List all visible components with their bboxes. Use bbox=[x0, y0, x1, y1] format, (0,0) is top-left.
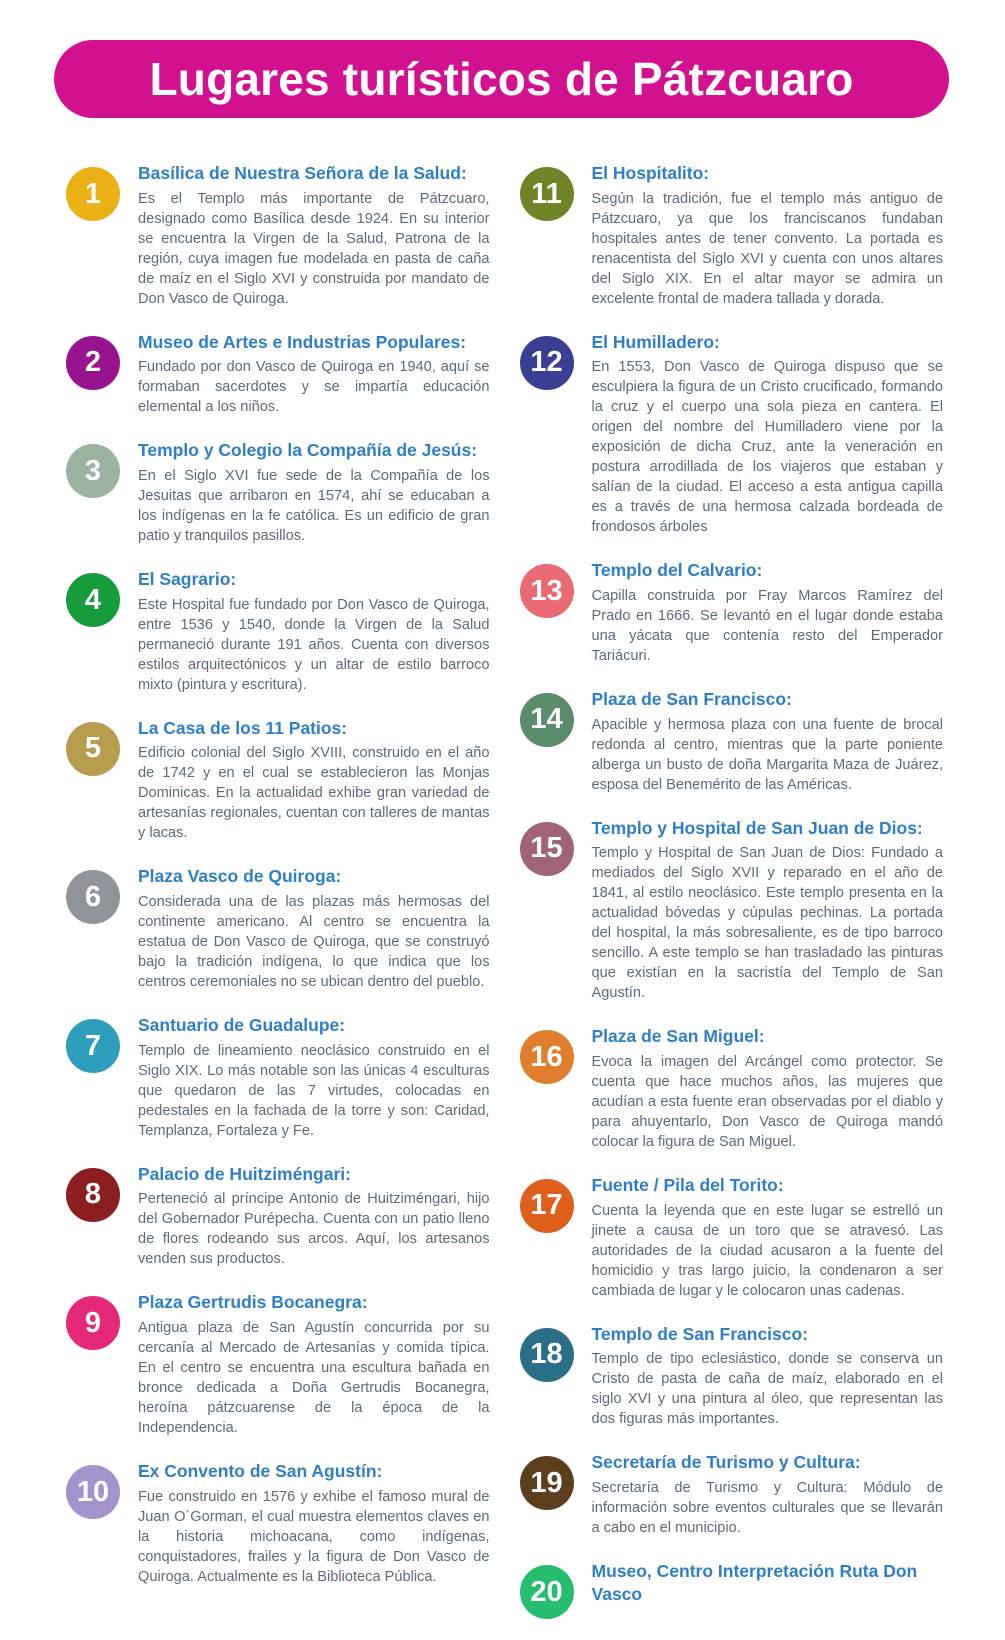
place-number-badge bbox=[66, 1465, 120, 1519]
place-title: Fuente / Pila del Torito: bbox=[591, 1174, 784, 1195]
place-description: Edificio colonial del Siglo XVIII, construido en el año de 1742 y en el cual se establecieron las Monjas Dominicas. En la actualidad exhibe gran variedad de artesanías regionales, cuentan con talleres de mantas y lacas. bbox=[138, 745, 490, 842]
place-description: Apacible y hermosa plaza con una fuente de brocal redonda al centro, mientras que la parte poniente alberga un busto de doña Margarita Maza de Juárez, esposa del Benemérito de las Américas. bbox=[591, 716, 943, 793]
place-number: 13 bbox=[530, 574, 563, 607]
place-title: El Humilladero: bbox=[591, 331, 720, 352]
place-item-3 bbox=[66, 439, 490, 547]
place-item-10 bbox=[66, 1460, 490, 1588]
place-title: Templo y Colegio la Compañía de Jesús: bbox=[138, 440, 478, 461]
place-number-badge bbox=[66, 1168, 120, 1222]
place-title: Plaza de San Francisco: bbox=[591, 688, 792, 709]
place-content bbox=[138, 717, 490, 845]
place-number: 10 bbox=[76, 1475, 110, 1508]
place-content bbox=[592, 688, 944, 796]
place-content bbox=[138, 1014, 490, 1142]
place-description: Templo de lineamiento neoclásico construido en el Siglo XIX. Lo más notable son las únicas 4 esculturas que quedaron de las 7 virtudes, colocadas en pedestales en la fachada de la torre y son: Caridad, Templanza, Fortaleza y Fe. bbox=[138, 1042, 490, 1139]
place-number-badge bbox=[66, 336, 120, 390]
place-description: Fundado por don Vasco de Quiroga en 1940, aquí se formaban sacerdotes y se impartía educación elemental a los niños. bbox=[138, 359, 490, 416]
place-title: Santuario de Guadalupe: bbox=[138, 1015, 346, 1036]
place-item-18 bbox=[520, 1323, 944, 1431]
place-number-badge bbox=[520, 167, 574, 221]
place-content bbox=[138, 162, 490, 310]
place-item-19 bbox=[520, 1451, 944, 1539]
place-title: Palacio de Huitziméngari: bbox=[138, 1163, 351, 1184]
place-description: Este Hospital fue fundado por Don Vasco de Quiroga, entre 1536 y 1540, donde la Virgen de la Salud permaneció durante 191 años. Cuenta con diversos estilos arquitectónicos y un altar de estilo barroco mixto (pintura y escritura). bbox=[138, 596, 490, 693]
place-item-6 bbox=[66, 865, 490, 993]
place-number-badge bbox=[520, 822, 574, 876]
place-item-12 bbox=[520, 331, 944, 539]
place-number: 16 bbox=[530, 1040, 563, 1073]
place-content bbox=[592, 331, 944, 539]
place-item-7 bbox=[66, 1014, 490, 1142]
place-content bbox=[138, 1163, 490, 1271]
place-description: En 1553, Don Vasco de Quiroga dispuso que se esculpiera la figura de un Cristo crucificado, formando la cruz y el cuerpo una sola pieza en cantera. El origen del nombre del Humilladero viene por la exposición de dicha Cruz, ante la veneración en postura arrodillada de los viajeros que estaban y salían de la ciudad. El acceso a esta antigua capilla es a través de una hermosa calzada bordeada de frondosos árboles bbox=[591, 359, 943, 536]
place-number: 14 bbox=[530, 703, 563, 736]
place-item-9 bbox=[66, 1291, 490, 1439]
place-description: Perteneció al príncipe Antonio de Huitziméngari, hijo del Gobernador Purépecha. Cuenta con un patio lleno de flores rodeando sus arcos. Aquí, los artesanos venden sus productos. bbox=[138, 1191, 490, 1268]
place-content bbox=[592, 162, 944, 310]
place-number-badge bbox=[520, 693, 574, 747]
place-item-16 bbox=[520, 1025, 944, 1153]
place-number-badge bbox=[520, 1565, 574, 1619]
place-number-badge bbox=[520, 564, 574, 618]
place-item-17 bbox=[520, 1174, 944, 1302]
place-number-badge bbox=[520, 336, 574, 390]
place-item-8 bbox=[66, 1163, 490, 1271]
place-description: Capilla construida por Fray Marcos Ramírez del Prado en 1666. Se levantó en el lugar donde estaba una yácata que contenía resto del Emperador Tariácuri. bbox=[591, 588, 943, 664]
place-number: 12 bbox=[530, 346, 563, 379]
place-number-badge bbox=[66, 444, 120, 498]
place-item-11 bbox=[520, 162, 944, 310]
place-number-badge bbox=[66, 167, 120, 221]
place-number: 8 bbox=[84, 1178, 102, 1211]
place-content bbox=[138, 331, 490, 419]
place-number: 5 bbox=[84, 732, 102, 765]
place-number-badge bbox=[520, 1328, 574, 1382]
place-title: Plaza Gertrudis Bocanegra: bbox=[138, 1292, 368, 1313]
place-item-14 bbox=[520, 688, 944, 796]
place-title: Templo de San Francisco: bbox=[591, 1323, 809, 1344]
place-description: Evoca la imagen del Arcángel como protector. Se cuenta que hace muchos años, las mujeres que acudían a esta fuente eran observadas por el diablo y para ahuyentarlo, Don Vasco de Quiroga mandó colocar la figura de San Miguel. bbox=[591, 1054, 943, 1150]
place-description: Templo de tipo eclesiástico, donde se conserva un Cristo de pasta de caña de maíz, elaborado en el siglo XVI y una pintura al óleo, que representan las dos figuras más importantes. bbox=[591, 1351, 943, 1428]
place-number: 4 bbox=[84, 583, 102, 616]
place-description: En el Siglo XVI fue sede de la Compañía de los Jesuitas que arribaron en 1574, ahí se educaban a los indígenas en la fe católica. Es un edificio de gran patio y tranquilos pasillos. bbox=[138, 468, 490, 545]
place-item-15 bbox=[520, 817, 944, 1005]
place-item-2 bbox=[66, 331, 490, 419]
place-description: Templo y Hospital de San Juan de Dios: Fundado a mediados del Siglo XVII y reparado en el año de 1841, al estilo neoclásico. Este templo presenta en la actualidad bóvedas y cúpulas pechinas. La portada del hospital, la más sobresaliente, es de tipo barroco sencillo. A este templo se han trasladado las pinturas que existían en la sacristía del Templo de San Agustín. bbox=[591, 845, 943, 1002]
place-content bbox=[138, 865, 490, 993]
place-description: Según la tradición, fue el templo más antiguo de Pátzcuaro, ya que los franciscanos fundaban hospitales antes de tener convento. La portada es renacentista del Siglo XVI y cuenta con unos altares del Siglo XIX. En el altar mayor se admira un excelente frontal de madera tallada y dorada. bbox=[591, 190, 943, 307]
place-title: Templo del Calvario: bbox=[591, 560, 763, 581]
place-title: Ex Convento de San Agustín: bbox=[138, 1461, 383, 1482]
place-item-4 bbox=[66, 568, 490, 696]
place-description: Antigua plaza de San Agustín concurrida por su cercanía al Mercado de Artesanías y comida típica. En el centro se encuentra una escultura bañada en bronce dedicada a Doña Gertrudis Bocanegra, heroína pátzcuarense de la época de la Independencia. bbox=[138, 1320, 490, 1437]
place-number: 18 bbox=[530, 1338, 563, 1371]
place-content bbox=[592, 1174, 944, 1302]
place-number-badge bbox=[520, 1179, 574, 1233]
place-content bbox=[592, 1451, 944, 1539]
place-number: 20 bbox=[530, 1575, 563, 1608]
place-title: Basílica de Nuestra Señora de la Salud: bbox=[138, 163, 467, 183]
place-title: Secretaría de Turismo y Cultura: bbox=[591, 1452, 861, 1473]
page-title-banner bbox=[54, 40, 949, 118]
place-content bbox=[138, 1291, 490, 1439]
place-description: Es el Templo más importante de Pátzcuaro, designado como Basílica desde 1924. En su interior se encuentra la Virgen de la Salud, Patrona de la región, cuya imagen fue modelada en pasta de caña de maíz en el Siglo XVI y construida por mandato de Don Vasco de Quiroga. bbox=[138, 190, 490, 307]
place-content bbox=[138, 568, 490, 696]
place-description: Fue construido en 1576 y exhibe el famoso mural de Juan O´Gorman, el cual muestra elementos claves en la historia michoacana, como indígenas, conquistadores, frailes y la figura de Don Vasco de Quiroga. Actualmente es la Biblioteca Pública. bbox=[138, 1488, 490, 1585]
place-number: 19 bbox=[530, 1466, 563, 1499]
place-number: 15 bbox=[530, 832, 563, 865]
place-title: Plaza de San Miguel: bbox=[591, 1026, 765, 1047]
place-description: Cuenta la leyenda que en este lugar se estrelló un jinete a causa de un toro que se atravesó. Las autoridades de la ciudad acusaron a la fuente del homicidio y tras largo juicio, la condenaron a ser cambiada de lugar y le colocaron unas cadenas. bbox=[591, 1202, 943, 1299]
place-title: Plaza Vasco de Quiroga: bbox=[138, 866, 342, 887]
place-number: 17 bbox=[530, 1189, 563, 1222]
place-item-5 bbox=[66, 717, 490, 845]
place-content bbox=[592, 559, 944, 667]
place-number: 11 bbox=[531, 177, 562, 210]
place-title: Museo de Artes e Industrias Populares: bbox=[138, 331, 467, 352]
place-description: Considerada una de las plazas más hermosas del continente americano. Al centro se encuentra la estatua de Don Vasco de Quiroga, que se construyó bajo la tradición indígena, lo que indica que los centros ceremoniales no se ubican dentro del pueblo. bbox=[138, 894, 490, 991]
place-number-badge bbox=[66, 1019, 120, 1073]
place-title: El Hospitalito: bbox=[591, 163, 710, 183]
right-column bbox=[520, 162, 944, 1640]
place-content bbox=[138, 1460, 490, 1588]
place-number: 6 bbox=[84, 880, 102, 913]
place-number: 2 bbox=[84, 346, 102, 379]
place-number: 1 bbox=[84, 177, 102, 210]
place-item-20 bbox=[520, 1560, 944, 1619]
place-number: 3 bbox=[84, 454, 102, 487]
place-description: Secretaría de Turismo y Cultura: Módulo de información sobre eventos culturales que se llevarán a cabo en el municipio. bbox=[591, 1480, 943, 1537]
place-content bbox=[592, 1560, 944, 1619]
place-item-1 bbox=[66, 162, 490, 310]
left-column bbox=[66, 162, 490, 1640]
place-content bbox=[138, 439, 490, 547]
place-title: Museo, Centro Interpretación Ruta Don Vasco bbox=[591, 1561, 918, 1604]
place-item-13 bbox=[520, 559, 944, 667]
place-number-badge bbox=[520, 1456, 574, 1510]
place-number-badge bbox=[66, 722, 120, 776]
place-content bbox=[592, 1025, 944, 1153]
place-number-badge bbox=[66, 1296, 120, 1350]
place-content bbox=[592, 1323, 944, 1431]
place-number: 9 bbox=[84, 1306, 102, 1339]
place-number-badge bbox=[520, 1030, 574, 1084]
place-number-badge bbox=[66, 573, 120, 627]
place-number-badge bbox=[66, 870, 120, 924]
page-title: Lugares turísticos de Pátzcuaro bbox=[149, 53, 854, 105]
place-number: 7 bbox=[84, 1029, 102, 1062]
place-content bbox=[592, 817, 944, 1005]
place-title: Templo y Hospital de San Juan de Dios: bbox=[591, 817, 923, 838]
places-list bbox=[48, 162, 955, 1640]
place-title: El Sagrario: bbox=[138, 569, 237, 590]
place-title: La Casa de los 11 Patios: bbox=[138, 717, 348, 738]
